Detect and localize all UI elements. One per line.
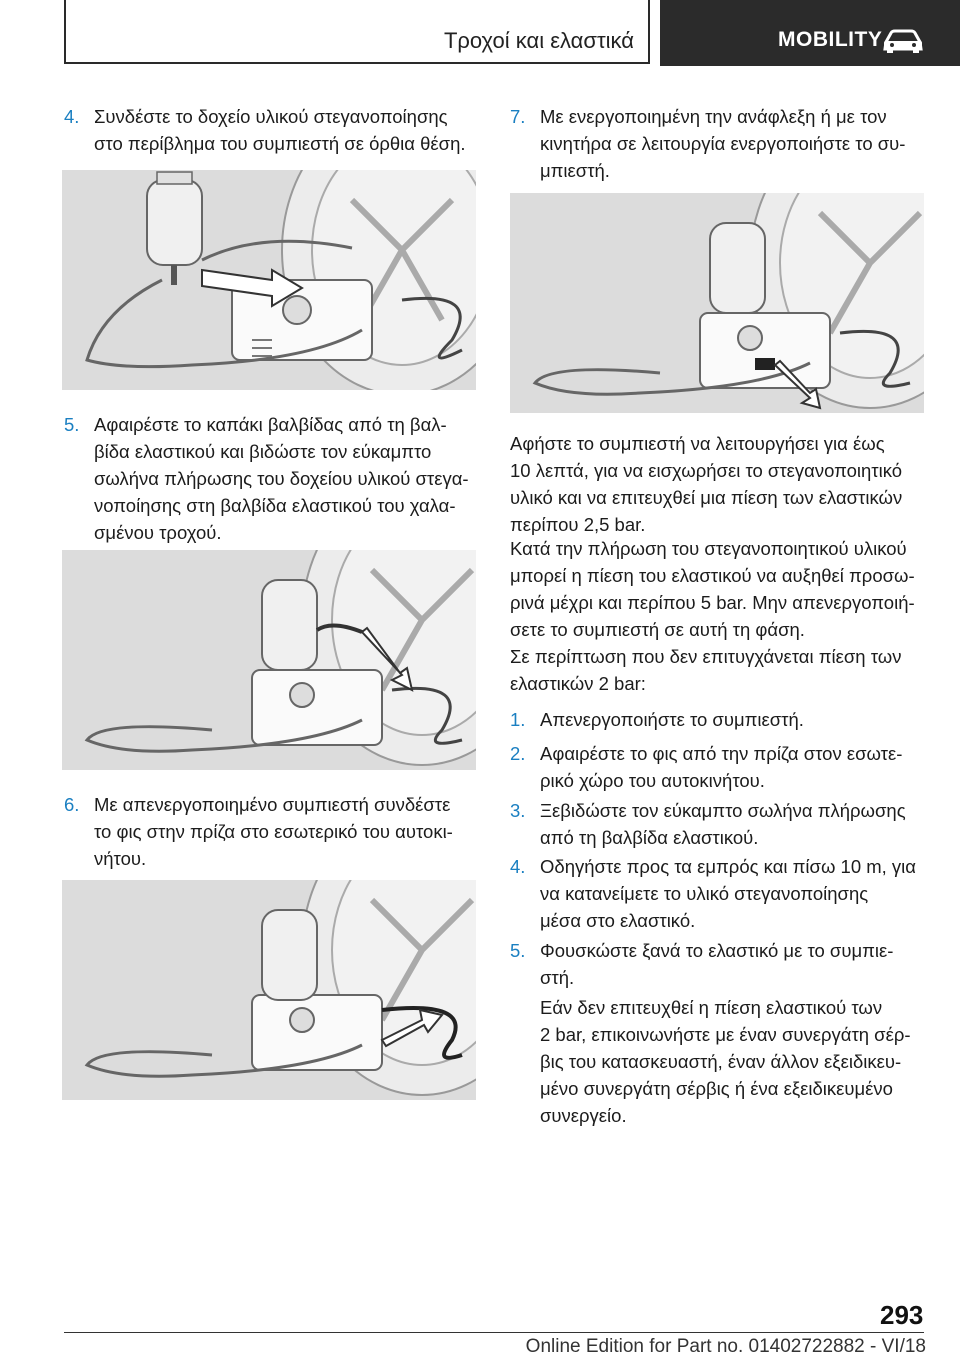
figure-compressor-on <box>510 193 924 413</box>
paragraph-pressure-not-reached <box>510 643 901 697</box>
text-line: ρινά μέχρι και περίπου 5 bar. Μην απενεργοποιή- <box>510 592 915 613</box>
text-line: Απενεργοποιήστε το συμπιεστή. <box>540 709 804 730</box>
step-number: 7. <box>510 106 526 127</box>
text-line: Αφήστε το συμπιεστή να λειτουργήσει για έως <box>510 433 885 454</box>
figure-compressor-connect-bottle <box>62 170 476 390</box>
figure-hose-to-valve <box>62 550 476 770</box>
note-contact-service <box>540 994 911 1129</box>
text-line: Αφαιρέστε το φις από την πρίζα στον εσωτε- <box>540 743 903 764</box>
text-line: σετε το συμπιεστή σε αυτή τη φάση. <box>510 619 805 640</box>
text-line: Εάν δεν επιτευχθεί η πίεση ελαστικού των <box>540 997 883 1018</box>
text-line: συνεργείο. <box>540 1105 627 1126</box>
text-line: βις του κατασκευαστή, έναν άλλον εξειδικευ- <box>540 1051 902 1072</box>
step-number: 2. <box>510 743 526 764</box>
section-title: Τροχοί και ελαστικά <box>443 28 634 53</box>
text-line: στο περίβλημα του συμπιεστή σε όρθια θέση. <box>94 133 466 154</box>
step-number: 5. <box>64 414 80 435</box>
text-line: Με ενεργοποιημένη την ανάφλεξη ή με τον <box>540 106 887 127</box>
text-line: μπορεί η πίεση του ελαστικού να αυξηθεί προσω- <box>510 565 915 586</box>
text-line: σμένου τροχού. <box>94 522 222 543</box>
car-icon <box>882 28 924 54</box>
text-line: 10 λεπτά, για να εισχωρήσει το στεγανοποιητικό <box>510 460 903 481</box>
step-number: 6. <box>64 794 80 815</box>
page-number: 293 <box>880 1300 924 1330</box>
text-line: στή. <box>540 967 575 988</box>
step-number: 1. <box>510 709 526 730</box>
text-line: Ξεβιδώστε τον εύκαμπτο σωλήνα πλήρωσης <box>540 800 906 821</box>
text-line: νοποίησης στη βαλβίδα ελαστικού του χαλα- <box>94 495 456 516</box>
text-line: σωλήνα πλήρωσης του δοχείου υλικού στεγα- <box>94 468 469 489</box>
text-line: περίπου 2,5 bar. <box>510 514 646 535</box>
text-line: νήτου. <box>94 848 147 869</box>
text-line: Με απενεργοποιημένο συμπιεστή συνδέστε <box>94 794 451 815</box>
text-line: ελαστικών 2 bar: <box>510 673 646 694</box>
step-number: 3. <box>510 800 526 821</box>
step-number: 4. <box>510 856 526 877</box>
footer-divider <box>64 1332 924 1333</box>
text-line: Αφαιρέστε το καπάκι βαλβίδας από τη βαλ- <box>94 414 447 435</box>
text-line: Κατά την πλήρωση του στεγανοποιητικού υλικού <box>510 538 907 559</box>
step-number: 5. <box>510 940 526 961</box>
paragraph-run-time <box>510 430 902 538</box>
figure-plug-to-socket <box>62 880 476 1100</box>
text-line: μέσα στο ελαστικό. <box>540 910 696 931</box>
text-line: Συνδέστε το δοχείο υλικού στεγανοποίησης <box>94 106 448 127</box>
header-section <box>64 0 650 64</box>
text-line: υλικό και να επιτευχθεί μια πίεση των ελαστικών <box>510 487 903 508</box>
chapter-title: MOBILITY <box>778 28 883 51</box>
text-line: κινητήρα σε λειτουργία ενεργοποιήστε το συ- <box>540 133 906 154</box>
text-line: να κατανείμετε το υλικό στεγανοποίησης <box>540 883 869 904</box>
step-number: 4. <box>64 106 80 127</box>
text-line: βίδα ελαστικού και βιδώστε τον εύκαμπτο <box>94 441 432 462</box>
text-line: 2 bar, επικοινωνήστε με έναν συνεργάτη σέρ- <box>540 1024 911 1045</box>
text-line: Φουσκώστε ξανά το ελαστικό με το συμπιε- <box>540 940 894 961</box>
text-line: το φις στην πρίζα στο εσωτερικό του αυτοκι- <box>94 821 453 842</box>
footer-edition: Online Edition for Part no. 01402722882 - VI/18 <box>525 1336 926 1357</box>
text-line: Σε περίπτωση που δεν επιτυγχάνεται πίεση των <box>510 646 902 667</box>
text-line: από τη βαλβίδα ελαστικού. <box>540 827 759 848</box>
text-line: μένο συνεργάτη σέρβις ή ένα εξειδικευμένο <box>540 1078 893 1099</box>
text-line: μπιεστή. <box>540 160 610 181</box>
paragraph-pressure-rise <box>510 535 915 643</box>
text-line: ρικό χώρο του αυτοκινήτου. <box>540 770 765 791</box>
text-line: Οδηγήστε προς τα εμπρός και πίσω 10 m, για <box>540 856 916 877</box>
